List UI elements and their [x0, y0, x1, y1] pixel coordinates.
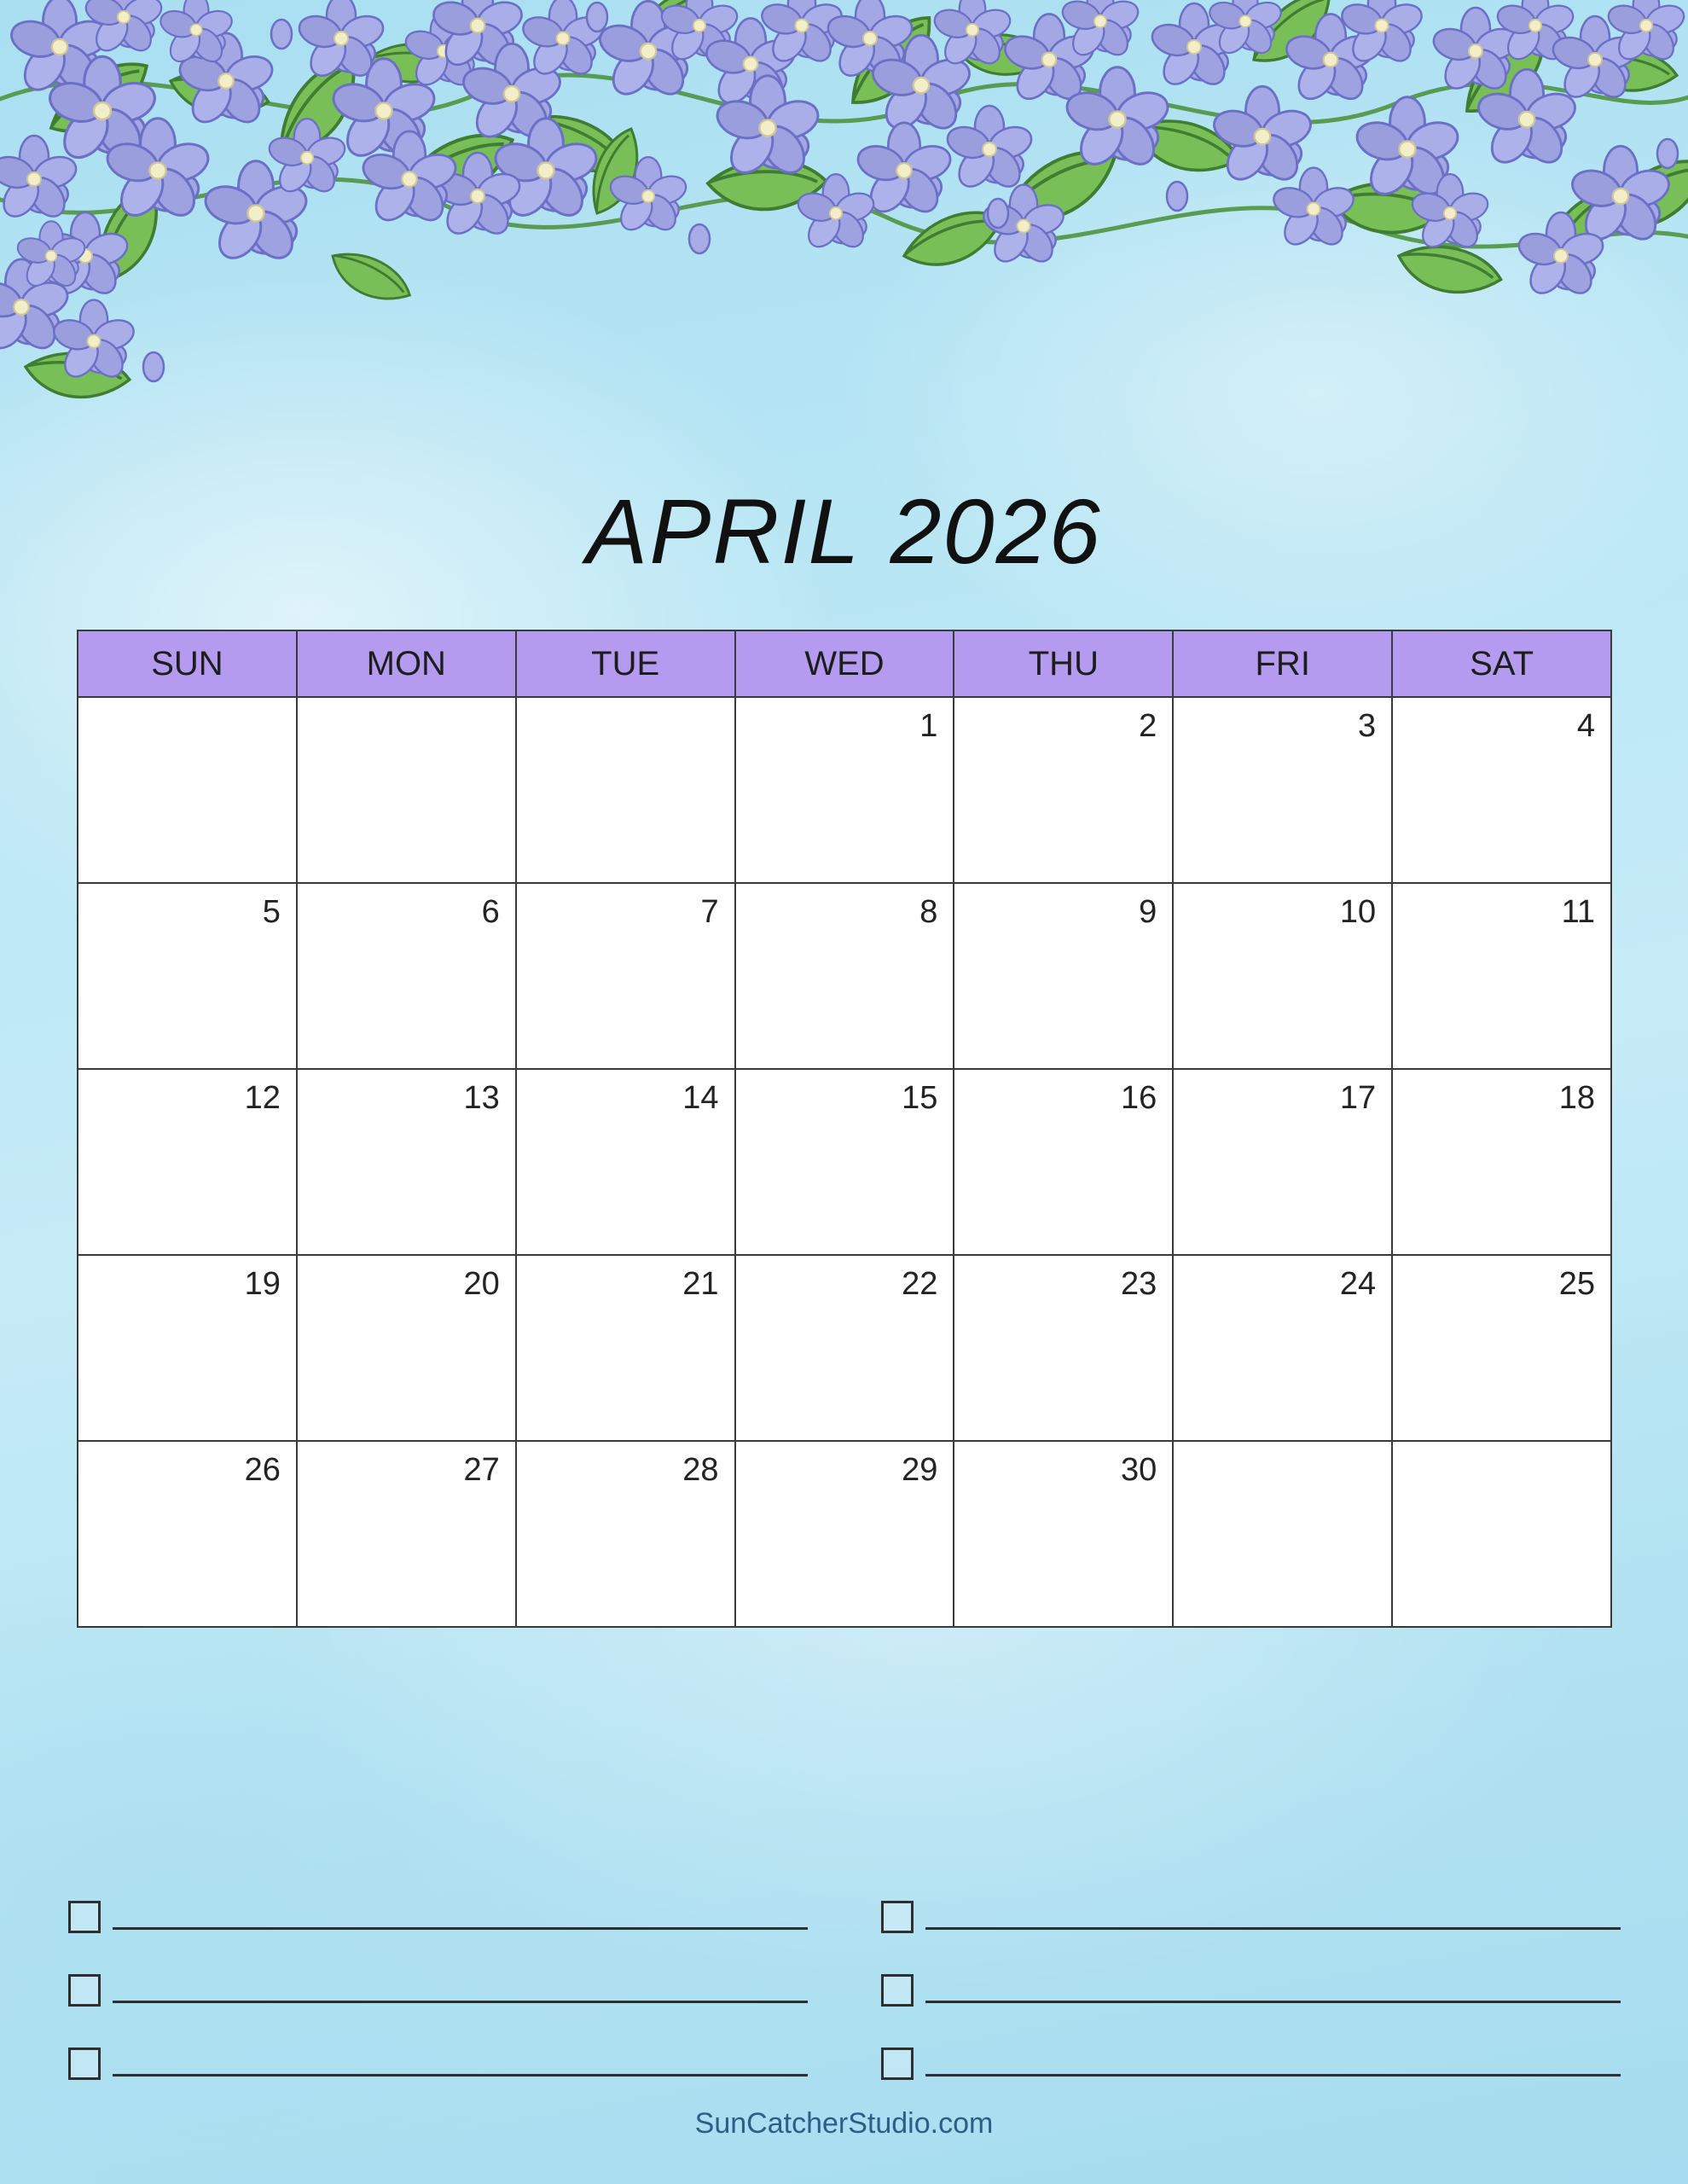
- day-cell[interactable]: [298, 1442, 517, 1626]
- day-cell[interactable]: [1174, 1442, 1393, 1626]
- day-number: 17: [1339, 1080, 1377, 1116]
- day-number: 22: [902, 1266, 938, 1302]
- day-cell[interactable]: [517, 1442, 736, 1626]
- day-cell[interactable]: [954, 1442, 1174, 1626]
- day-cell[interactable]: [1174, 1256, 1393, 1440]
- day-number: 3: [1358, 708, 1377, 744]
- day-cell[interactable]: [298, 1256, 517, 1440]
- note-writing-line[interactable]: [113, 1927, 808, 1930]
- day-number: 19: [244, 1266, 281, 1302]
- day-cell[interactable]: [954, 884, 1174, 1068]
- day-cell[interactable]: [954, 1070, 1174, 1254]
- day-cell[interactable]: [298, 698, 517, 882]
- day-cell[interactable]: [517, 1256, 736, 1440]
- day-number: 5: [262, 894, 281, 930]
- floral-header-decoration: [0, 0, 1688, 478]
- day-number: 11: [1561, 894, 1596, 930]
- day-number: 20: [463, 1266, 500, 1302]
- calendar-grid: [77, 630, 1612, 1628]
- weekday-header-wed: WED: [736, 631, 955, 696]
- day-cell[interactable]: [1393, 1256, 1610, 1440]
- weekday-header-sun: SUN: [78, 631, 298, 696]
- day-number: 4: [1576, 708, 1596, 744]
- day-number: 13: [463, 1080, 500, 1116]
- day-number: 10: [1339, 894, 1377, 930]
- day-number: 12: [244, 1080, 281, 1116]
- day-number: 30: [1121, 1452, 1157, 1488]
- day-cell[interactable]: [517, 698, 736, 882]
- page-title: [0, 478, 1688, 584]
- day-number: 25: [1558, 1266, 1596, 1302]
- day-cell[interactable]: [1393, 698, 1610, 882]
- checkbox-icon[interactable]: [881, 1901, 914, 1933]
- day-number: 2: [1139, 708, 1157, 744]
- notes-section: [68, 1901, 1621, 2080]
- day-number: 21: [682, 1266, 719, 1302]
- day-number: 18: [1558, 1080, 1596, 1116]
- day-number: 6: [481, 894, 500, 930]
- footer-credit: SunCatcherStudio.com: [694, 2107, 994, 2140]
- day-cell[interactable]: [954, 698, 1174, 882]
- checkbox-icon[interactable]: [68, 1974, 101, 2007]
- weekday-header-row: [78, 631, 1610, 696]
- checkbox-icon[interactable]: [881, 2048, 914, 2080]
- weekday-header-fri: FRI: [1174, 631, 1393, 696]
- notes-column-right: [881, 1901, 1621, 2080]
- day-cell[interactable]: [1174, 698, 1393, 882]
- day-cell[interactable]: [78, 1070, 298, 1254]
- day-cell[interactable]: [1393, 884, 1610, 1068]
- day-cell[interactable]: [298, 1070, 517, 1254]
- weekday-header-mon: MON: [298, 631, 517, 696]
- day-number: 28: [682, 1452, 719, 1488]
- day-number: 29: [902, 1452, 938, 1488]
- weekday-header-sat: SAT: [1393, 631, 1610, 696]
- note-line[interactable]: [881, 1901, 1621, 1933]
- day-number: 8: [919, 894, 938, 930]
- note-line[interactable]: [881, 2048, 1621, 2080]
- title-month: APRIL: [586, 479, 861, 583]
- calendar-week-row: [78, 882, 1610, 1068]
- day-number: 26: [244, 1452, 281, 1488]
- day-cell[interactable]: [954, 1256, 1174, 1440]
- checkbox-icon[interactable]: [881, 1974, 914, 2007]
- day-number: 1: [919, 708, 938, 744]
- note-writing-line[interactable]: [113, 2001, 808, 2003]
- day-cell[interactable]: [736, 884, 955, 1068]
- note-writing-line[interactable]: [925, 2074, 1621, 2077]
- day-cell[interactable]: [78, 1256, 298, 1440]
- day-number: 15: [902, 1080, 938, 1116]
- note-line[interactable]: [881, 1974, 1621, 2007]
- day-cell[interactable]: [736, 1070, 955, 1254]
- day-cell[interactable]: [517, 1070, 736, 1254]
- calendar-week-row: [78, 1254, 1610, 1440]
- day-number: 16: [1121, 1080, 1157, 1116]
- checkbox-icon[interactable]: [68, 2048, 101, 2080]
- calendar-week-row: [78, 1068, 1610, 1254]
- day-number: 23: [1121, 1266, 1157, 1302]
- day-cell[interactable]: [78, 698, 298, 882]
- day-cell[interactable]: [1393, 1070, 1610, 1254]
- note-line[interactable]: [68, 1901, 808, 1933]
- title-year: 2026: [890, 479, 1102, 583]
- day-cell[interactable]: [736, 1442, 955, 1626]
- day-cell[interactable]: [1174, 884, 1393, 1068]
- calendar-week-row: [78, 696, 1610, 882]
- day-number: 24: [1339, 1266, 1377, 1302]
- note-writing-line[interactable]: [925, 1927, 1621, 1930]
- day-cell[interactable]: [736, 698, 955, 882]
- day-number: 14: [682, 1080, 719, 1116]
- day-number: 9: [1139, 894, 1157, 930]
- note-line[interactable]: [68, 1974, 808, 2007]
- checkbox-icon[interactable]: [68, 1901, 101, 1933]
- day-cell[interactable]: [736, 1256, 955, 1440]
- note-line[interactable]: [68, 2048, 808, 2080]
- weekday-header-thu: THU: [954, 631, 1174, 696]
- day-cell[interactable]: [1174, 1070, 1393, 1254]
- day-cell[interactable]: [298, 884, 517, 1068]
- day-cell[interactable]: [517, 884, 736, 1068]
- day-number: 27: [463, 1452, 500, 1488]
- day-number: 7: [700, 894, 719, 930]
- weekday-header-tue: TUE: [517, 631, 736, 696]
- note-writing-line[interactable]: [113, 2074, 808, 2077]
- day-cell[interactable]: [78, 884, 298, 1068]
- notes-column-left: [68, 1901, 808, 2080]
- calendar-week-row: [78, 1440, 1610, 1626]
- day-cell[interactable]: [78, 1442, 298, 1626]
- day-cell[interactable]: [1393, 1442, 1610, 1626]
- note-writing-line[interactable]: [925, 2001, 1621, 2003]
